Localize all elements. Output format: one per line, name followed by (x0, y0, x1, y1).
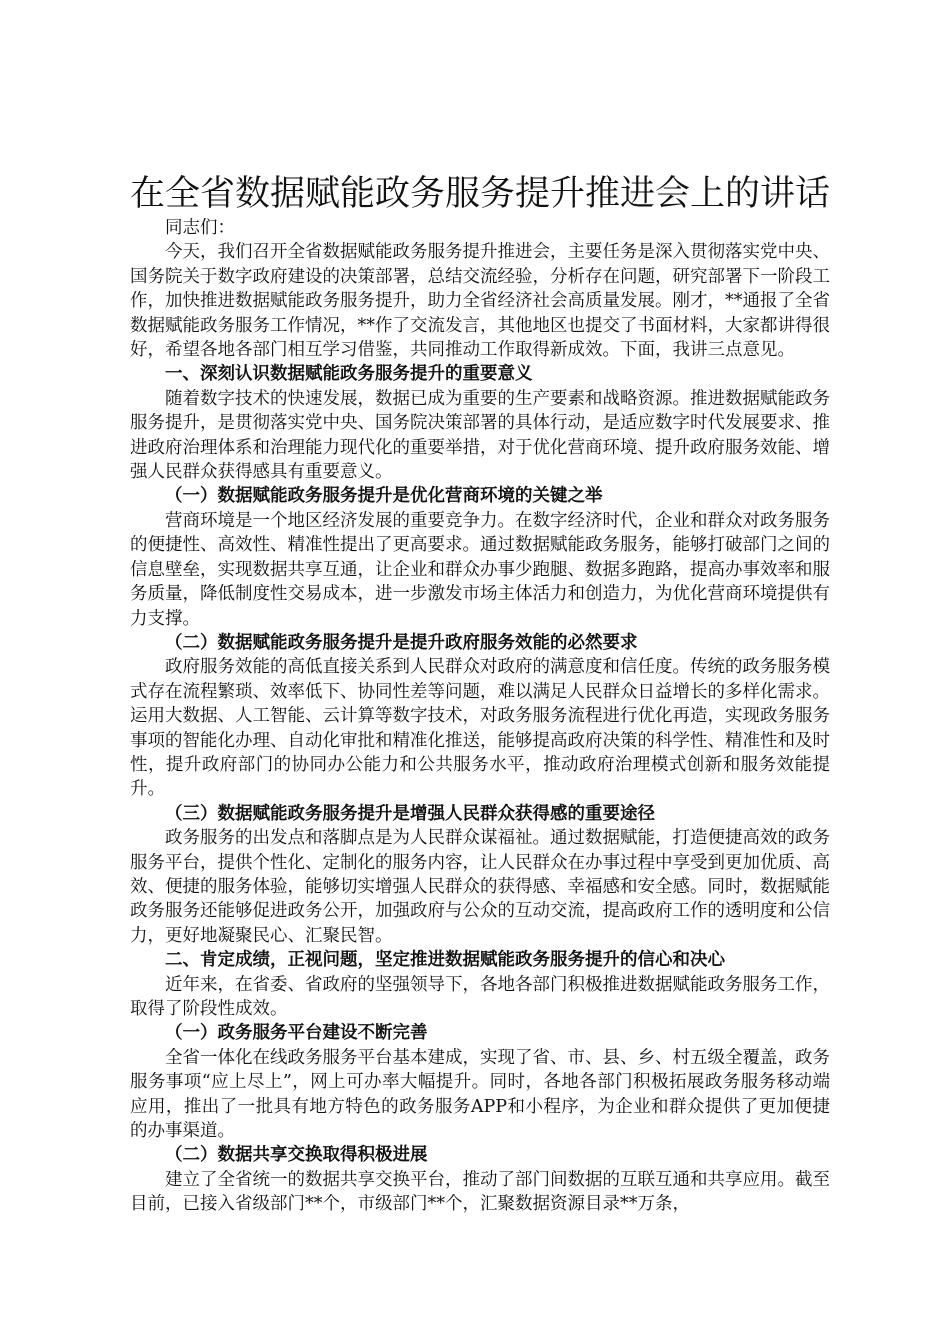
body-paragraph: 随着数字技术的快速发展，数据已成为重要的生产要素和战略资源。推进数据赋能政务服务提升，是贯彻落实党中央、国务院决策部署的具体行动，是适应数字时代发展要求、推进政府治理体系和治理能力现代化的重要举措，对于优化营商环境、提升政府服务效能、增强人民群众获得感具有重要意义。 (130, 388, 830, 483)
body-paragraph: 全省一体化在线政务服务平台基本建成，实现了省、市、县、乡、村五级全覆盖，政务服务事项“应上尽上”，网上可办率大幅提升。同时，各地各部门积极拓展政务服务移动端应用，推出了一批具有地方特色的政务服务APP和小程序，为企业和群众提供了更加便捷的办事渠道。 (130, 1047, 830, 1142)
section-heading: （三）数据赋能政务服务提升是增强人民群众获得感的重要途径 (165, 803, 655, 824)
body-paragraph: 今天，我们召开全省数据赋能政务服务提升推进会，主要任务是深入贯彻落实党中央、国务院关于数字政府建设的决策部署，总结交流经验，分析存在问题，研究部署下一阶段工作，加快推进数据赋能政务服务提升，助力全省经济社会高质量发展。刚才，**通报了全省数据赋能政务服务工作情况，**作了交流发言，其他地区也提交了书面材料，大家都讲得很好，希望各地各部门相互学习借鉴，共同推动工作取得新成效。下面，我讲三点意见。 (130, 242, 830, 361)
section-heading: （一）政务服务平台建设不断完善 (165, 1023, 428, 1044)
salutation: 同志们： (165, 218, 235, 238)
section-heading: （二）数据赋能政务服务提升是提升政府服务效能的必然要求 (165, 632, 638, 653)
body-paragraph: 近年来，在省委、省政府的坚强领导下，各地各部门积极推进数据赋能政务服务工作，取得了阶段性成效。 (130, 974, 830, 1019)
section-heading: （二）数据共享交换取得积极进展 (165, 1145, 428, 1166)
body-paragraph: 政府服务效能的高低直接关系到人民群众对政府的满意度和信任度。传统的政务服务模式存在流程繁琐、效率低下、协同性差等问题，难以满足人民群众日益增长的多样化需求。运用大数据、人工智能、云计算等数字技术，对政务服务流程进行优化再造，实现政务服务事项的智能化办理、自动化审批和精准化推送，能够提高政府决策的科学性、精准性和及时性，提升政府部门的协同办公能力和公共服务水平，推动政府治理模式创新和服务效能提升。 (130, 657, 830, 800)
section-heading: 一、深刻认识数据赋能政务服务提升的重要意义 (165, 364, 533, 385)
document-title: 在全省数据赋能政务服务提升推进会上的讲话 (130, 174, 831, 214)
body-paragraph: 营商环境是一个地区经济发展的重要竞争力。在数字经济时代，企业和群众对政务服务的便捷性、高效性、精准性提出了更高要求。通过数据赋能政务服务，能够打破部门之间的信息壁垒，实现数据共享互通，让企业和群众办事少跑腿、数据多跑路，提高办事效率和服务质量，降低制度性交易成本，进一步激发市场主体活力和创造力，为优化营商环境提供有力支撑。 (130, 510, 830, 629)
body-paragraph: 政务服务的出发点和落脚点是为人民群众谋福祉。通过数据赋能，打造便捷高效的政务服务平台，提供个性化、定制化的服务内容，让人民群众在办事过程中享受到更加优质、高效、便捷的服务体验，能够切实增强人民群众的获得感、幸福感和安全感。同时，数据赋能政务服务还能够促进政务公开，加强政府与公众的互动交流，提高政府工作的透明度和公信力，更好地凝聚民心、汇聚民智。 (130, 828, 830, 946)
section-heading: 二、肯定成绩，正视问题，坚定推进数据赋能政务服务提升的信心和决心 (165, 950, 725, 971)
body-paragraph: 建立了全省统一的数据共享交换平台，推动了部门间数据的互联互通和共享应用。截至目前，已接入省级部门**个，市级部门**个，汇聚数据资源目录**万条， (130, 1169, 830, 1215)
document-page (130, 172, 830, 1217)
document-body (130, 240, 830, 1216)
section-heading: （一）数据赋能政务服务提升是优化营商环境的关键之举 (165, 486, 603, 507)
